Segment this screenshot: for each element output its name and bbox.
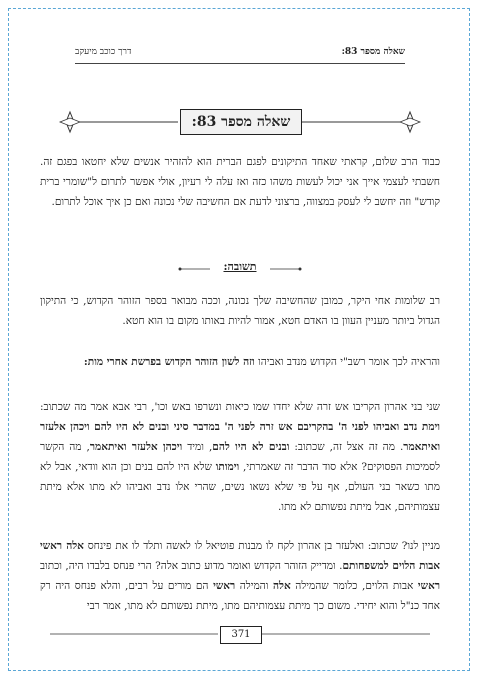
answer-label-text: תשובה: [223,260,257,273]
quote-text-1: שני בני אהרון הקריבו אש זרה שלא יחדו שמו כיאות ונשרפו באש וכו', רבי אבא אמר מה שכתוב: [40,401,440,413]
quote-text-2: . מה זה אצל זה, שכתוב: [289,441,404,453]
closing-bold-4: ראשי [213,580,236,592]
zohar-intro-bold: וזה לשון הזוהר הקדוש בפרשת אחרי מות: [83,356,255,368]
closing-bold-2: ראשי [417,580,440,592]
closing-text-1: מניין לנו? שכתוב: ואלעזר בן אהרון לקח לו מבנות פוטיאל לו לאשה ותלד לו את פינחס [83,540,440,552]
closing-text-3: אבות הלוים, כלומר שהמילה [290,580,418,592]
closing-paragraph [40,536,440,616]
closing-text-4: והמילה [235,580,273,592]
quote-bold-1: וימת נדב ואביהו לפני ה' בהקריבם אש זרה לפני ה' במדבר סיני ובנים לא היו להם ויכהן אלעזר ואיתאמר [40,421,441,453]
running-head-book-title: דרך כוכב מיעקב [75,47,132,57]
page-number-band [30,626,450,646]
closing-bold-1: אלה ראשי אבות הלוים למשפחותם [40,540,440,572]
running-head-chapter: שאלה מספר 83: [341,47,405,57]
question-title: שאלה מספר 83: [180,109,302,135]
answer-heading-band [30,259,450,279]
quote-bold-2: ובנים לא היו להם [212,441,290,453]
running-head-rule [75,63,405,64]
book-page [30,22,450,662]
quote-bold-4: וימותו [215,461,240,473]
quote-text-4: , מה הקשר לסמיכות הפסוקים? אלא סוד הדבר זה שאמרתי, [40,441,440,473]
zohar-intro-paragraph [40,352,440,372]
running-head [75,46,405,62]
closing-bold-3: אלה [273,580,291,592]
quote-text-3: , ומיד [182,441,213,453]
answer-label [210,260,270,273]
closing-text-2: . ומדייק הזוהר הקדוש ואומר מדוע כתוב אלה? הרי פנחס בלבדו היה, וכתוב [40,560,343,572]
closing-text-5: הם מורים על רבים, והלא פנחס היה רק אחד כנ"ל והוא יחידי. משום כך מיתת עצמותיהם מתו, מיתת נפשותם לא מתו, אמר רבי [40,580,440,612]
zohar-quote-paragraph [40,397,440,517]
question-paragraph: כבוד הרב שלום, קראתי שאחד התיקונים לפגם הברית הוא להזהיר אנשים שלא יחטאו בפגם זה. חשבתי לעצמי אייך אני יכול לעשות משהו כזה ואז עלה לי רעיון, אולי אפשר לתרום ל"שומרי ברית קודש" וזה יחשב לי לעסק במצווה, ברצוני לדעת אם החשיבה שלי נכונה ואם כן איך אוכל לתרום. [40,156,440,208]
quote-bold-3: ויכהן אלעזר ואיתאמר [89,441,183,453]
quote-text-5: שלא היו להם בנים וכן הוא וודאי, אבל לא מתו כשאר בני העולם, אף על פי שלא נשאו נשים, שהרי אלו נדב ואביהו לא מתו אלא מיתת עצמותיהם, אבל מיתת נפשותם לא מתו. [40,461,440,513]
zohar-intro-text: והראיה לכך אומר רשב"י הקדוש מנדב ואביהו [254,356,440,368]
question-title-band [30,107,450,137]
answer-intro-paragraph: רב שלומות אחי היקר, כמובן שהחשיבה שלך נכונה, וככה מבואר בספר הזוהר הקדוש, כי התיקון הגדול ביותר מעניין העוון בו האדם חטא, אמור להיות באותו מקום בו הוא חטא. [40,295,440,327]
page-number: 371 [220,626,262,644]
